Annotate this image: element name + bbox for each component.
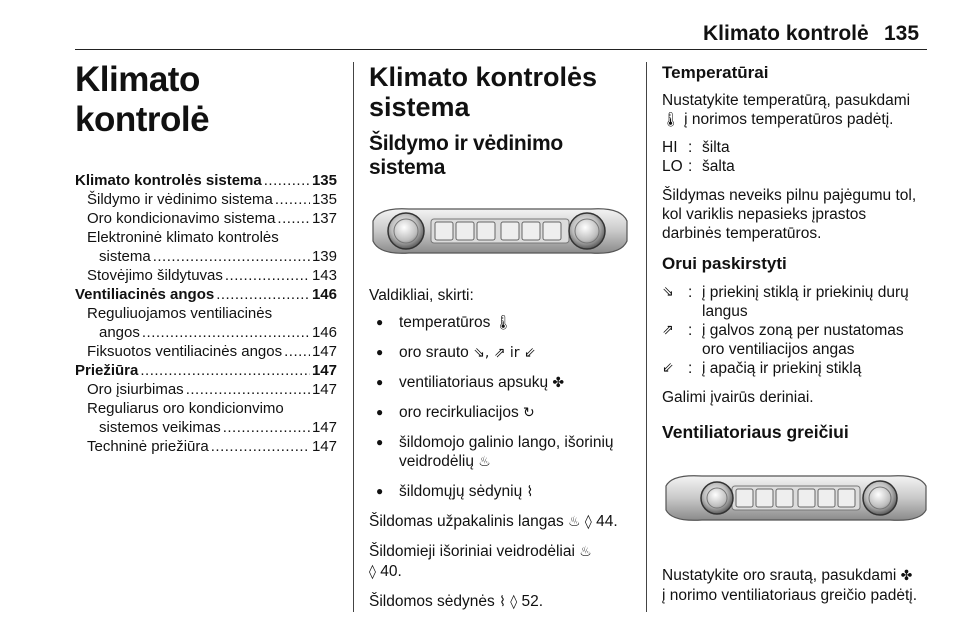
toc-entry-page: 147: [311, 419, 337, 436]
list-item: ● šildomųjų sėdynių ⌇: [369, 482, 637, 502]
list-item: ● šildomojo galinio lango, išorinių veidrodėlių ♨: [369, 433, 637, 472]
list-item: ● ventiliatoriaus apsukų ✤: [369, 373, 637, 393]
list-item: ● temperatūros 🌡: [369, 313, 637, 333]
list-item: LO : šalta: [662, 158, 735, 175]
controls-bullet-list: [369, 313, 637, 502]
windscreen-footwell-icon: ⇘: [662, 284, 674, 300]
temperature-list: [662, 138, 930, 176]
toc-entry-label: Techninė priežiūra: [87, 438, 209, 455]
chapter-toc-column: [75, 60, 337, 456]
reference-arrow-icon: ◊: [584, 514, 592, 530]
toc-entry-label: Priežiūra: [75, 362, 139, 379]
column-divider-1: [353, 62, 354, 612]
thermometer-icon: 🌡: [494, 315, 513, 331]
temperature-heading: Temperatūrai: [662, 63, 769, 82]
fan-control-panel-illustration: [662, 462, 930, 534]
toc-entry[interactable]: [75, 266, 337, 285]
toc-entry-page: 135: [311, 191, 337, 208]
toc-entry-page: 135: [311, 172, 337, 189]
page-reference-link[interactable]: 40.: [380, 563, 402, 580]
chapter-title: Klimato kontrolė: [75, 60, 210, 139]
reference-arrow-icon: ◊: [510, 594, 518, 610]
running-header: [0, 0, 960, 50]
toc-entry[interactable]: [75, 304, 337, 323]
toc-leader-dots: [225, 266, 310, 285]
heated-window-icon: ♨: [568, 514, 581, 530]
toc-entry-page: 146: [311, 286, 337, 303]
distribution-list: [662, 283, 930, 378]
header-rule: [75, 49, 927, 50]
seats-ref: Šildomos sėdynės ⌇ ◊ 52.: [369, 593, 544, 610]
toc-entry-label: angos: [99, 324, 140, 341]
toc-entry-label: Stovėjimo šildytuvas: [87, 267, 223, 284]
heated-window-icon: ♨: [478, 454, 491, 470]
toc-entry[interactable]: [75, 190, 337, 209]
controls-list-block: [369, 286, 637, 612]
section-title: [369, 62, 637, 122]
table-of-contents: [75, 171, 337, 456]
footwell-icon: ⇙: [662, 360, 674, 376]
toc-entry-label: Oro įsiurbimas: [87, 381, 184, 398]
fan-icon: ✤: [552, 375, 565, 391]
reference-arrow-icon: ◊: [369, 564, 376, 580]
mirrors-ref: Šildomieji išoriniai veidrodėliai ♨ ◊ 40.: [369, 543, 592, 580]
thermometer-icon: 🌡: [662, 112, 680, 128]
toc-entry[interactable]: [75, 171, 337, 190]
toc-entry[interactable]: [75, 228, 337, 247]
toc-entry[interactable]: [75, 247, 337, 266]
toc-entry-page: 147: [311, 438, 337, 455]
toc-entry-label: Reguliuojamos ventiliacinės: [87, 305, 273, 322]
page-number: 135: [884, 22, 920, 45]
toc-entry-page: 143: [311, 267, 337, 284]
toc-entry-label: Ventiliacinės angos: [75, 286, 215, 303]
heating-note: Šildymas neveiks pilnu pajėgumu tol, kol variklis nepasieks įprastos darbinės temperatūros.: [662, 187, 917, 242]
section-title-line2: sistema: [369, 92, 470, 122]
toc-entry-page: 147: [311, 343, 337, 360]
toc-leader-dots: [211, 437, 310, 456]
toc-entry[interactable]: [75, 342, 337, 361]
toc-leader-dots: [275, 190, 310, 209]
toc-leader-dots: [264, 171, 310, 190]
list-item: ⇘ : į priekinį stiklą ir priekinių durų langus: [662, 284, 909, 320]
page-reference-link[interactable]: 52.: [521, 593, 544, 610]
controls-intro: Valdikliai, skirti:: [369, 287, 474, 304]
list-item: ⇙ : į apačią ir priekinį stiklą: [662, 360, 862, 377]
toc-entry-page: 139: [311, 248, 337, 265]
toc-entry-label: Reguliarus oro kondicionvimo: [87, 400, 284, 417]
toc-entry-label: Oro kondicionavimo sistema: [87, 210, 276, 227]
list-item: HI : šilta: [662, 139, 730, 156]
fan-speed-block: [662, 566, 930, 605]
recirculation-icon: ↻: [523, 405, 535, 421]
distribution-heading: Orui paskirstyti: [662, 254, 787, 273]
toc-entry-page: 147: [311, 381, 337, 398]
toc-entry[interactable]: [75, 285, 337, 304]
toc-leader-dots: [284, 342, 310, 361]
toc-entry-label: Elektroninė klimato kontrolės: [87, 229, 279, 246]
toc-entry-page: 147: [311, 362, 337, 379]
air-distribution-icons: ⇘, ⇗ ir ⇙: [473, 345, 536, 361]
right-column: [662, 62, 930, 443]
toc-leader-dots: [186, 380, 310, 399]
toc-entry-label: sistemos veikimas: [99, 419, 221, 436]
fan-icon: ✤: [900, 568, 913, 584]
heated-seat-icon: ⌇: [526, 484, 534, 500]
temperature-text: Nustatykite temperatūrą, pasukdami 🌡 į norimos temperatūros padėtį.: [662, 92, 911, 128]
subsection-title: Šildymo ir vėdinimo sistema: [369, 132, 563, 179]
fan-speed-heading: Ventiliatoriaus greičiui: [662, 422, 849, 442]
toc-entry[interactable]: [75, 361, 337, 380]
toc-leader-dots: [223, 418, 310, 437]
page-reference-link[interactable]: 44.: [596, 513, 618, 530]
toc-entry-page: 146: [311, 324, 337, 341]
list-item: ● oro recirkuliacijos ↻: [369, 403, 637, 423]
fan-speed-text: Nustatykite oro srautą, pasukdami ✤ į norimo ventiliatoriaus greičio padėtį.: [662, 567, 918, 604]
toc-leader-dots: [153, 247, 310, 266]
middle-column: [369, 62, 637, 180]
toc-entry[interactable]: [75, 418, 337, 437]
toc-entry-label: Fiksuotos ventiliacinės angos: [87, 343, 283, 360]
toc-entry[interactable]: [75, 437, 337, 456]
list-item: ● oro srauto ⇘, ⇗ ir ⇙: [369, 343, 637, 363]
rear-window-ref: Šildomas užpakalinis langas ♨ ◊ 44.: [369, 513, 618, 530]
control-panel-illustration: [369, 195, 631, 267]
toc-entry-label: sistema: [99, 248, 151, 265]
combinations-note: Galimi įvairūs deriniai.: [662, 389, 814, 406]
head-vent-icon: ⇗: [662, 322, 674, 338]
toc-leader-dots: [142, 323, 310, 342]
header-title: Klimato kontrolė: [703, 22, 869, 45]
toc-leader-dots: [140, 361, 310, 380]
toc-entry[interactable]: [75, 209, 337, 228]
toc-leader-dots: [216, 285, 310, 304]
toc-leader-dots: [277, 209, 310, 228]
list-item: ⇗ : į galvos zoną per nustatomas oro ventiliacijos angas: [662, 322, 904, 358]
section-title-line1: Klimato kontrolės: [369, 62, 598, 92]
toc-entry[interactable]: [75, 399, 337, 418]
toc-entry[interactable]: [75, 380, 337, 399]
heated-seat-icon: ⌇: [499, 594, 506, 610]
toc-entry-label: Šildymo ir vėdinimo sistema: [87, 191, 273, 208]
column-divider-2: [646, 62, 647, 612]
toc-entry-page: 137: [311, 210, 337, 227]
toc-entry-label: Klimato kontrolės sistema: [75, 172, 262, 189]
toc-entry[interactable]: [75, 323, 337, 342]
heated-window-icon: ♨: [579, 544, 592, 560]
